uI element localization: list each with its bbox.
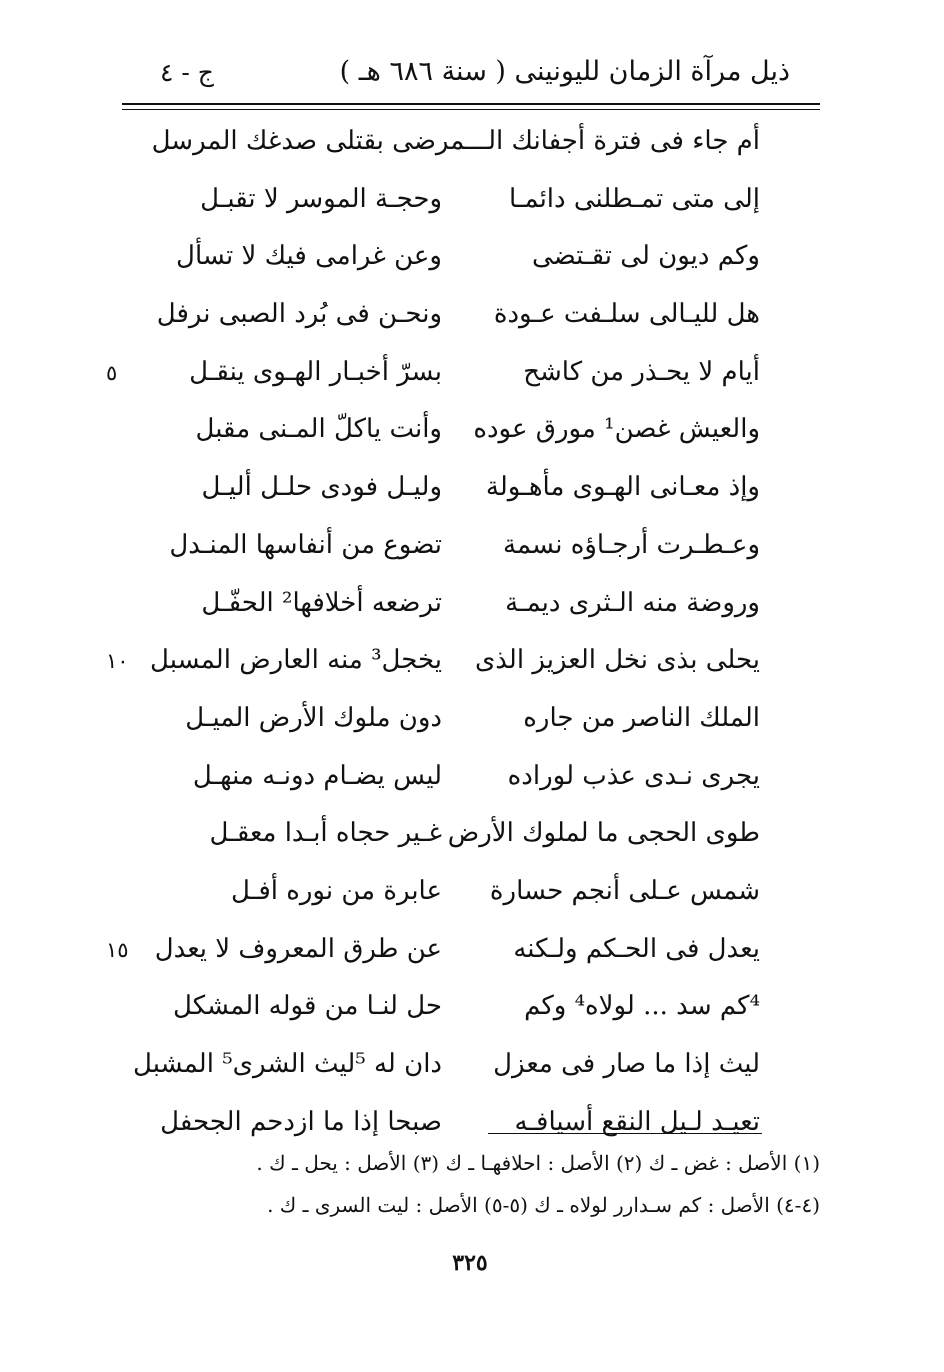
footnote-line: (٤-٤) الأصل : كم سـدارر لولاه ـ ك (٥-٥) الأصل : ليت السرى ـ ك . bbox=[267, 1193, 820, 1217]
verse-second-hemistich: حل لنـا من قوله المشكل bbox=[173, 991, 442, 1022]
verse-first-hemistich: إلى متى تمـطلنى دائمـا bbox=[509, 183, 760, 214]
verse-line bbox=[100, 233, 760, 291]
verse-line bbox=[100, 580, 760, 638]
verse-second-hemistich: عابرة من نوره أفـل bbox=[231, 875, 442, 906]
verse-second-hemistich: وحجـة الموسر لا تقبـل bbox=[200, 183, 442, 214]
verse-line bbox=[100, 406, 760, 464]
verse-second-hemistich: غـير حجاه أبـدا معقـل bbox=[209, 818, 442, 849]
line-number: ١٥ bbox=[106, 937, 129, 962]
verse-first-hemistich: أيام لا يحـذر من كاشح bbox=[523, 356, 760, 387]
header-rule bbox=[122, 103, 820, 105]
verse-first-hemistich: وروضة منه الـثرى ديمـة bbox=[505, 587, 760, 618]
verse-first-hemistich: الملك الناصر من جاره bbox=[523, 702, 760, 733]
verse-first-hemistich: يعدل فى الحـكم ولـكنه bbox=[513, 933, 760, 964]
verse-first-hemistich: يجرى نـدى عذب لوراده bbox=[507, 760, 760, 791]
verse-second-hemistich: تضوع من أنفاسها المنـدل bbox=[169, 529, 442, 560]
verse-second-hemistich: وعن غرامى فيك لا تسأل bbox=[176, 241, 442, 272]
page-number: ٣٢٥ bbox=[452, 1250, 488, 1276]
verse-second-hemistich: دان له ⁵ليث الشرى⁵ المشبل bbox=[133, 1049, 442, 1079]
verse-first-hemistich: والعيش غصن¹ مورق عوده bbox=[473, 414, 760, 445]
verse-line bbox=[100, 1041, 760, 1099]
poem-body bbox=[100, 118, 760, 1156]
header-rule-thin bbox=[122, 109, 820, 110]
line-number: ١٠ bbox=[106, 649, 129, 674]
verse-second-hemistich: صبحا إذا ما ازدحم الجحفل bbox=[160, 1106, 442, 1137]
verse-line bbox=[100, 926, 760, 984]
verse-second-hemistich: دون ملوك الأرض الميـل bbox=[185, 702, 442, 733]
verse-line bbox=[100, 810, 760, 868]
line-number: ٥ bbox=[106, 360, 118, 385]
footnote-rule bbox=[488, 1133, 762, 1134]
verse-line bbox=[100, 983, 760, 1041]
verse-first-hemistich: طوى الحجى ما لملوك الأرض bbox=[447, 818, 760, 849]
verse-first-hemistich: وإذ معـانى الهـوى مأهـولة bbox=[485, 472, 760, 503]
verse-first-hemistich: ليث إذا ما صار فى معزل bbox=[493, 1049, 760, 1079]
verse-first-hemistich: وعـطـرت أرجـاؤه نسمة bbox=[503, 529, 760, 560]
verse-second-hemistich: عن طرق المعروف لا يعدل bbox=[154, 933, 442, 964]
verse-first-hemistich: هل لليـالى سلـفت عـودة bbox=[493, 299, 760, 330]
verse-second-hemistich: ترضعه أخلافها² الحفّـل bbox=[201, 587, 442, 618]
verse-line bbox=[100, 349, 760, 407]
footnote-line: (١) الأصل : غض ـ ك (٢) الأصل : احلافهـا ـ ك (٣) الأصل : يحل ـ ك . bbox=[256, 1151, 820, 1175]
verse-line bbox=[100, 868, 760, 926]
verse-second-hemistich: يخجل³ منه العارض المسبل bbox=[150, 645, 442, 676]
verse-first-hemistich: أم جاء فى فترة أجفانك الـــمرضى بقتلى صدغك المرسل bbox=[151, 126, 760, 156]
verse-first-hemistich: وكم ديون لى تقـتضى bbox=[531, 241, 760, 272]
running-title: ذيل مرآة الزمان لليونينى ( سنة ٦٨٦ هـ ) bbox=[339, 56, 790, 87]
verse-line bbox=[100, 695, 760, 753]
verse-line bbox=[100, 118, 760, 176]
verse-line bbox=[100, 637, 760, 695]
verse-second-hemistich: ليس يضـام دونـه منهـل bbox=[192, 760, 442, 791]
verse-line bbox=[100, 176, 760, 234]
volume-label: ج - ٤ bbox=[160, 58, 214, 87]
verse-line bbox=[100, 753, 760, 811]
verse-first-hemistich: ⁴كم سد ... لولاه⁴ وكم bbox=[524, 991, 760, 1022]
verse-second-hemistich: ونحـن فى بُرد الصبى نرفل bbox=[156, 299, 442, 330]
verse-first-hemistich: شمس عـلى أنجم حسارة bbox=[489, 875, 760, 906]
verse-line bbox=[100, 291, 760, 349]
verse-line bbox=[100, 522, 760, 580]
page-header bbox=[120, 52, 820, 102]
verse-line bbox=[100, 464, 760, 522]
verse-second-hemistich: وأنت ياكلّ المـنى مقبل bbox=[195, 414, 442, 445]
verse-first-hemistich: تعيـد لـيل النقع أسيافـه bbox=[514, 1106, 760, 1137]
verse-first-hemistich: يحلى بذى نخل العزيز الذى bbox=[474, 645, 760, 676]
verse-second-hemistich: وليـل فودى حلـل أليـل bbox=[201, 472, 442, 503]
verse-second-hemistich: بسرّ أخبـار الهـوى ينقـل bbox=[189, 356, 442, 387]
footnotes bbox=[130, 1148, 820, 1232]
